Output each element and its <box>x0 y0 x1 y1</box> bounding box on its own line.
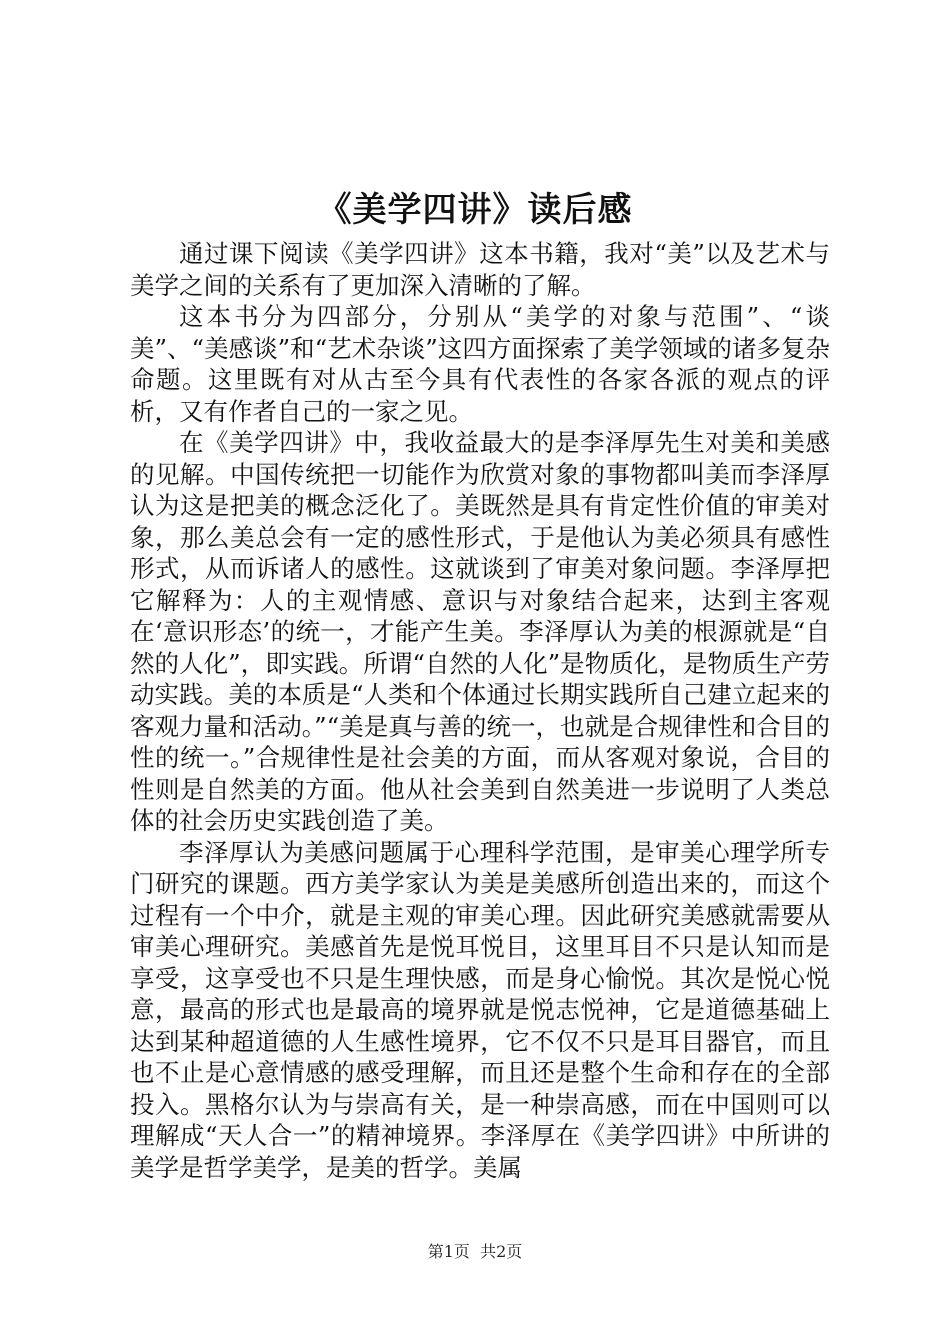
paragraph-4: 李泽厚认为美感问题属于心理科学范围，是审美心理学所专门研究的课题。西方美学家认为美是美感所创造出来的，而这个过程有一个中介，就是主观的审美心理。因此研究美感就需要从审美心理研究。美感首先是悦耳悦目，这里耳目不只是认知而是享受，这享受也不只是生理快感，而是身心愉悦。其次是悦心悦意，最高的形式也是最高的境界就是悦志悦神，它是道德基础上达到某种超道德的人生感性境界，它不仅不只是耳目器官，而且也不止是心意情感的感受理解，而且还是整个生命和存在的全部投入。黑格尔认为与崇高有关，是一种崇高感，而在中国则可以理解成“天人合一”的精神境界。李泽厚在《美学四讲》中所讲的美学是哲学美学，是美的哲学。美属 <box>130 837 830 1182</box>
document-title: 《美学四讲》读后感 <box>317 190 633 230</box>
paragraph-1: 通过课下阅读《美学四讲》这本书籍，我对“美”以及艺术与美学之间的关系有了更加深入清晰的了解。 <box>130 239 830 300</box>
paragraph-2: 这本书分为四部分，分别从“美学的对象与范围”、“谈美”、“美感谈”和“艺术杂谈”这四方面探索了美学领域的诸多复杂命题。这里既有对从古至今具有代表性的各家各派的观点的评析，又有作者自己的一家之见。 <box>130 302 830 426</box>
paragraph-3: 在《美学四讲》中，我收益最大的是李泽厚先生对美和美感的见解。中国传统把一切能作为欣赏对象的事物都叫美而李泽厚认为这是把美的概念泛化了。美既然是具有肯定性价值的审美对象，那么美总会有一定的感性形式，于是他认为美必须具有感性形式，从而诉诸人的感性。这就谈到了审美对象问题。李泽厚把它解释为：人的主观情感、意识与对象结合起来，达到主客观在‘意识形态’的统一，才能产生美。李泽厚认为美的根源就是“自然的人化”，即实践。所谓“自然的人化”是物质化，是物质生产劳动实践。美的本质是“人类和个体通过长期实践所自己建立起来的客观力量和活动。”“美是真与善的统一，也就是合规律性和合目的性的统一。”合规律性是社会美的方面，而从客观对象说，合目的性则是自然美的方面。他从社会美到自然美进一步说明了人类总体的社会历史实践创造了美。 <box>130 428 830 835</box>
page-total: 共2页 <box>480 1242 523 1261</box>
footer-gap <box>470 1242 480 1261</box>
page-number: 第1页 <box>427 1242 470 1261</box>
document-body <box>130 238 830 1183</box>
page-footer <box>0 1241 950 1263</box>
